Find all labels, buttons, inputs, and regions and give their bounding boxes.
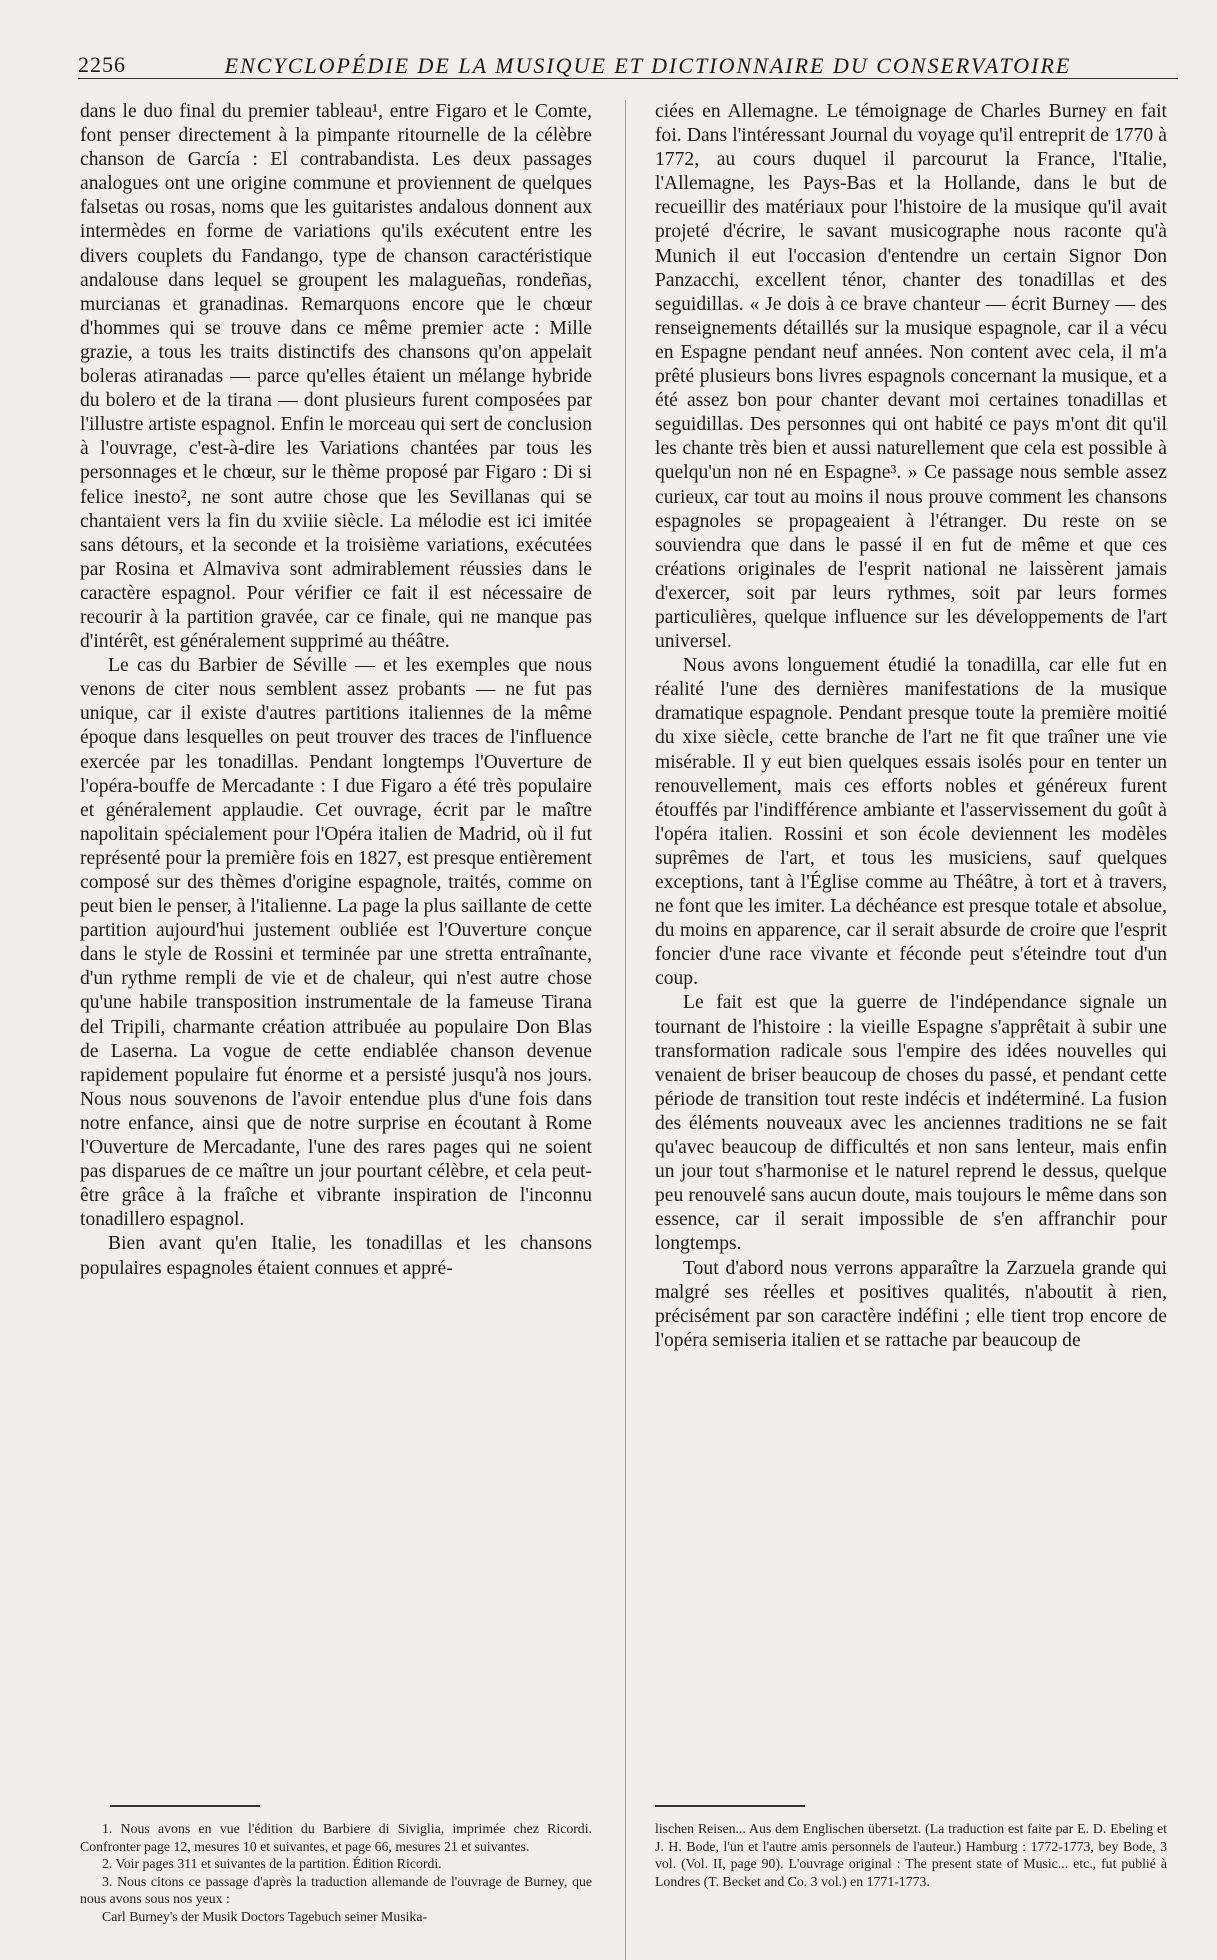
left-column [80,100,592,1281]
paragraph: Tout d'abord nous verrons apparaître la Zarzuela grande qui malgré ses réelles et positives qualités, n'aboutit à rien, précisément par son caractère indéfini ; elle tient trop encore de l'opéra semiseria italien et se rattache par beaucoup de [655,1257,1167,1351]
paragraph: ciées en Allemagne. Le témoignage de Charles Burney en fait foi. Dans l'intéressant Journal du voyage qu'il entreprit de 1770 à 1772, au cours duquel il parcourut la France, l'Italie, l'Allemagne, les Pays-Bas et la Hollande, dans le but de recueillir des matériaux pour l'histoire de la musique qu'il avait projeté d'écrire, le savant musicographe nous raconte qu'à Munich il eut l'occasion d'entendre un certain Signor Don Panzacchi, excellent ténor, chanter des tonadillas et des seguidillas. « Je dois à ce brave chanteur — écrit Burney — des renseignements détaillés sur la musique espagnole, car il a vécu en Espagne pendant neuf années. Non content avec cela, il m'a prêté plusieurs bons livres espagnols concernant la musique, et a été assez bon pour chanter devant moi certaines tonadillas et seguidillas. Des personnes qui ont habité ce pays m'ont dit qu'il les chante très bien et aussi naturellement que cela est possible à quelqu'un non né en Espagne³. » Ce passage nous semble assez curieux, car tout au moins il nous prouve comment les chansons espagnoles se propageaient à l'étranger. Du reste on se souviendra que dans le passé il en fut de même et que ces créations originales de l'esprit national ne laissèrent jamais d'exercer, soit par leurs rythmes, soit par leurs formes particulières, quelque influence sur les développements de l'art universel. [655,101,1167,653]
footnote: Carl Burney's der Musik Doctors Tagebuch seiner Musika- [102,1908,428,1924]
footnote-rule [655,1805,805,1807]
paragraph: dans le duo final du premier tableau¹, entre Figaro et le Comte, font penser directement à la pimpante ritournelle de la célèbre chanson de García : El contrabandista. Les deux passages analogues ont une origine commune et proviennent de quelques falsetas ou rosas, noms que les guitaristes andalous donnent aux intermèdes en forme de variations qu'ils exécutent entre les divers couplets du Fandango, type de chanson caractéristique andalouse dans lequel se groupent les malagueñas, rondeñas, murcianas et granadinas. Remarquons encore que le chœur d'hommes qui se trouve dans ce même premier acte : Mille grazie, a tous les traits distinctifs des chansons qu'on appelait boleras atiranadas — parce qu'elles étaient un mélange hybride du bolero et de la tirana — dont plusieurs furent composées par l'illustre artiste espagnol. Enfin le morceau qui sert de conclusion à l'ouvrage, c'est-à-dire les Variations chantées par tous les personnages et le chœur, sur le thème proposé par Figaro : Di si felice inesto², ne sont autre chose que les Sevillanas qui se chantaient vers la fin du xviiie siècle. La mélodie est ici imitée sans détours, et la seconde et la troisième variations, exécutées par Rosina et Almaviva sont admirablement réussies dans le caractère espagnol. Pour vérifier ce fait il est nécessaire de recourir à la partition gravée, car ce finale, qui ne manque pas d'intérêt, est généralement supprimé au théâtre. [80,101,592,653]
paragraph: Le fait est que la guerre de l'indépendance signale un tournant de l'histoire : la vieille Espagne s'apprêtait à subir une transformation radicale sous l'empire des idées nouvelles qui venaient de briser beaucoup de choses du passé, et pendant cette période de transition tout reste indécis et indéterminé. La fusion des éléments nouveaux avec les anciennes traditions ne se fait qu'avec beaucoup de difficultés et non sans lenteur, mais enfin un jour tout s'harmonise et le naturel reprend le dessus, quelque peu renouvelé sans aucun doute, mais toujours le même dans son essence, car il serait impossible de s'en affranchir pour longtemps. [655,992,1167,1255]
page-header [78,52,1178,79]
right-column [655,100,1167,1353]
footnotes-left [80,1820,592,1926]
column-divider [625,100,626,1960]
paragraph: Nous avons longuement étudié la tonadilla, car elle fut en réalité l'une des dernières manifestations de la musique dramatique espagnole. Pendant presque toute la première moitié du xixe siècle, cette branche de l'art ne fit que traîner une vie misérable. Il y eut bien quelques essais isolés pour en tenter un renouvellement, mais ces efforts nobles et généreux furent étouffés par l'indifférence ambiante et l'asservissement du goût à l'opéra italien. Rossini et son école deviennent les modèles suprêmes de l'art, et tous les musiciens, sauf quelques exceptions, tant à l'Église comme au Théâtre, à tort et à travers, ne font que les imiter. La déchéance est presque totale et absolue, du moins en apparence, car il serait absurde de croire que l'esprit foncier d'une race vivante et féconde peut s'éteindre tout d'un coup. [655,655,1167,990]
page-number: 2256 [78,52,126,77]
paragraph: Le cas du Barbier de Séville — et les exemples que nous venons de citer nous semblent assez probants — ne fut pas unique, car il existe d'autres partitions italiennes de la même époque dans lesquelles on peut trouver des traces de l'influence exercée par les tonadillas. Pendant longtemps l'Ouverture de l'opéra-bouffe de Mercadante : I due Figaro a été très populaire et généralement applaudie. Cet ouvrage, écrit par le maître napolitain spécialement pour l'Opéra italien de Madrid, où il fut représenté pour la première fois en 1827, est presque entièrement composé sur des thèmes d'origine espagnole, traités, comme on peut bien le penser, à l'italienne. La page la plus saillante de cette partition aujourd'hui justement oubliée est l'Ouverture conçue dans le style de Rossini et terminée par une stretta entraînante, d'un rythme rempli de vie et de chaleur, qui n'est autre chose qu'une habile transposition instrumentale de la fameuse Tirana del Tripili, charmante création attribuée au populaire Don Blas de Laserna. La vogue de cette endiablée chanson devenue rapidement populaire fut énorme et a persisté jusqu'à nos jours. Nous nous souvenons de l'avoir entendue plus d'une fois dans notre enfance, ainsi que de notre surprise en écoutant à Rome l'Ouverture de Mercadante, l'une des rares pages qui ne soient pas disparues de ce maître un jour pourtant célèbre, et cela peut-être grâce à la fraîche et vibrante inspiration de l'inconnu tonadillero espagnol. [80,655,592,1231]
footnote: 1. Nous avons en vue l'édition du Barbiere di Siviglia, imprimée chez Ricordi. Confronter page 12, mesures 10 et suivantes, et page 66, mesures 21 et suivantes. [80,1821,592,1854]
footnote: 3. Nous citons ce passage d'après la traduction allemande de l'ouvrage de Burney, que nous avons sous nos yeux : [80,1873,592,1907]
footnote-rule [110,1805,260,1807]
footnotes-right [655,1820,1167,1890]
paragraph: Bien avant qu'en Italie, les tonadillas et les chansons populaires espagnoles étaient connues et appré- [80,1233,592,1279]
footnote: lischen Reisen... Aus dem Englischen übersetzt. (La traduction est faite par E. D. Ebeling et J. H. Bode, l'un et l'autre amis personnels de l'auteur.) Hamburg : 1772-1773, bey Bode, 3 vol. (Vol. II, page 90). L'ouvrage original : The present state of Music... etc., fut publié à Londres (T. Becket and Co. 3 vol.) en 1771-1773. [655,1821,1167,1889]
footnote: 2. Voir pages 311 et suivantes de la partition. Édition Ricordi. [102,1856,442,1872]
running-title: ENCYCLOPÉDIE DE LA MUSIQUE ET DICTIONNAIRE DU CONSERVATOIRE [224,53,1072,78]
